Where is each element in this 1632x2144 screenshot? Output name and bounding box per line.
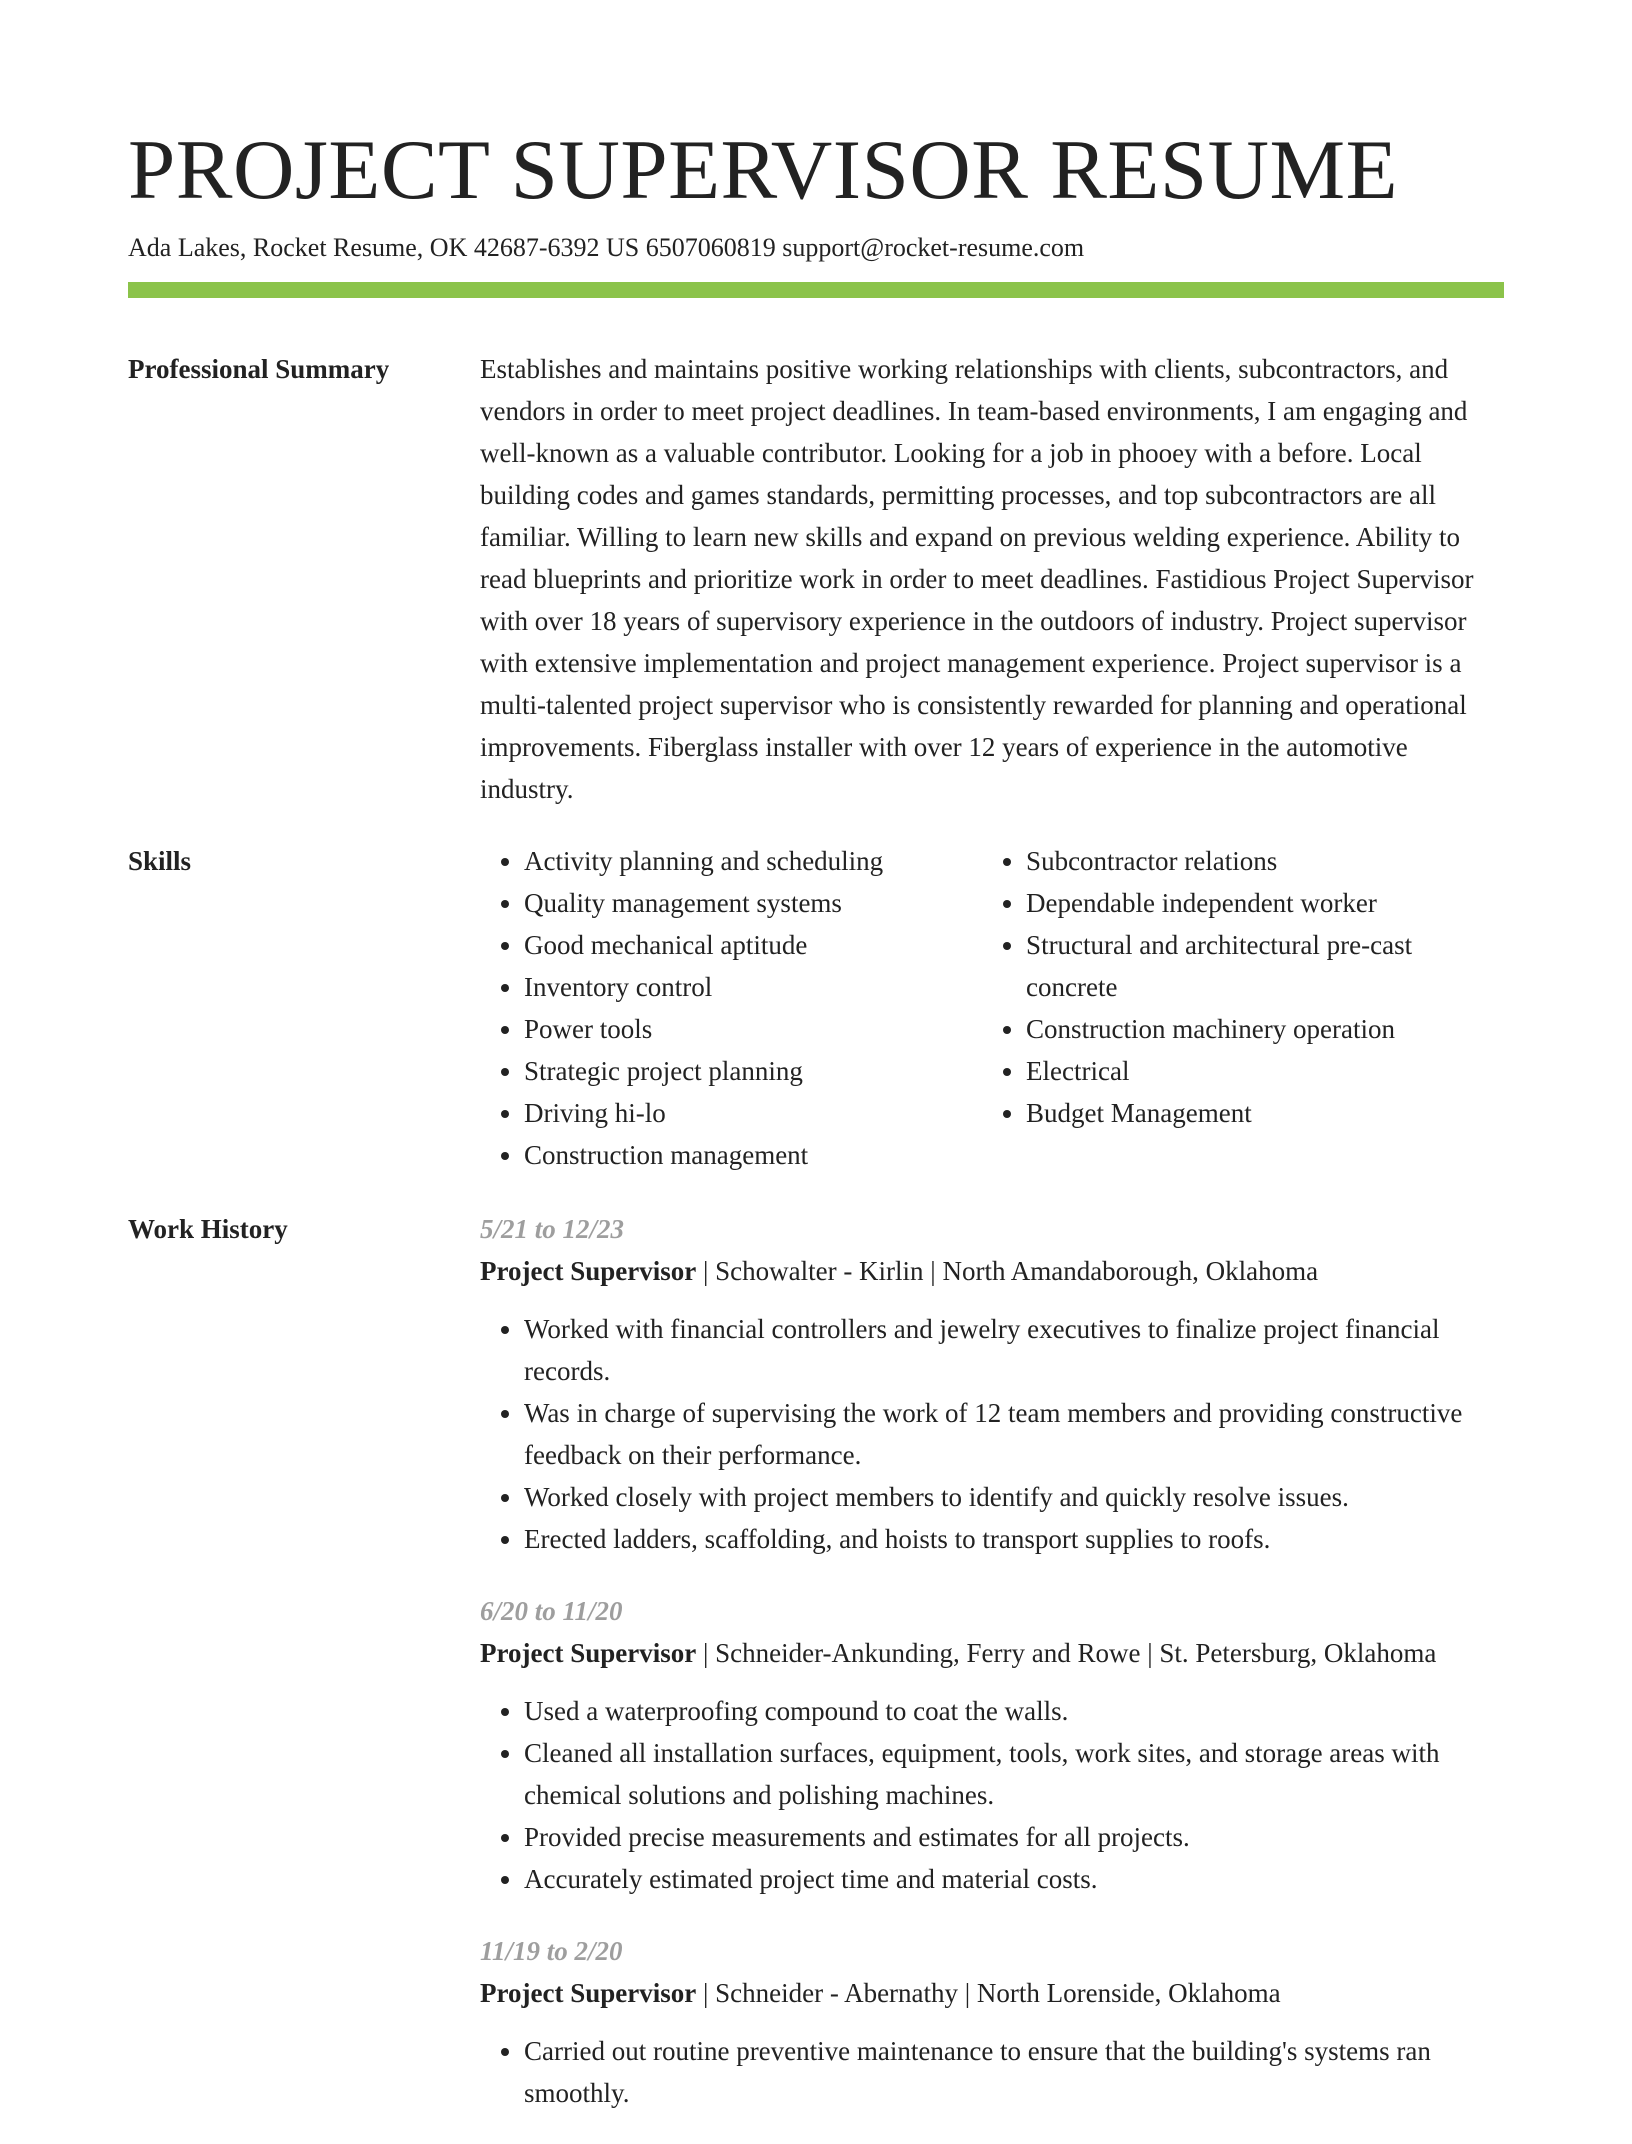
job-bullet: • Worked with financial controllers and jewelry executives to finalize project financial records. — [524, 1308, 1504, 1392]
job-bullet: • Carried out routine preventive maintenance to ensure that the building's systems ran smoothly. — [524, 2030, 1504, 2114]
resume-page — [128, 120, 1504, 2144]
page-title: PROJECT SUPERVISOR RESUME — [128, 123, 1398, 217]
job-entry — [480, 1208, 1504, 1560]
job-heading — [480, 1250, 1504, 1292]
job-details: | Schneider - Abernathy | North Lorenside, Oklahoma — [696, 1978, 1281, 2008]
skill-item: • Driving hi-lo — [524, 1092, 982, 1134]
skill-item: • Power tools — [524, 1008, 982, 1050]
skill-item: • Quality management systems — [524, 882, 982, 924]
work-history-body — [480, 1208, 1504, 2144]
job-bullets — [480, 1308, 1504, 1560]
section-label-skills: Skills — [128, 846, 192, 876]
job-bullet: • Accurately estimated project time and material costs. — [524, 1858, 1504, 1900]
skills-column-1 — [480, 840, 982, 1176]
job-title: Project Supervisor — [480, 1638, 697, 1668]
job-bullet: • Cleaned all installation surfaces, equipment, tools, work sites, and storage areas with chemical solutions and polishing machines. — [524, 1732, 1504, 1816]
skill-item: • Good mechanical aptitude — [524, 924, 982, 966]
summary-text: Establishes and maintains positive working relationships with clients, subcontractors, and vendors in order to meet project deadlines. In team-based environments, I am engaging and well-known as a valuable contributor. Looking for a job in phooey with a before. Local building codes and games standards, permitting processes, and top subcontractors are all familiar. Willing to learn new skills and expand on previous welding experience. Ability to read blueprints and prioritize work in order to meet deadlines. Fastidious Project Supervisor with over 18 years of supervisory experience in the outdoors of industry. Project supervisor with extensive implementation and project management experience. Project supervisor is a multi-talented project supervisor who is consistently rewarded for planning and operational improvements. Fiberglass installer with over 12 years of experience in the automotive industry. — [480, 354, 1474, 804]
job-bullets — [480, 1690, 1504, 1900]
section-label-work: Work History — [128, 1214, 288, 1244]
skill-item: • Budget Management — [1026, 1092, 1504, 1134]
skills-section — [128, 840, 1504, 1176]
skills-column-2 — [982, 840, 1504, 1176]
skill-item: • Construction machinery operation — [1026, 1008, 1504, 1050]
skill-item: • Structural and architectural pre-cast concrete — [1026, 924, 1504, 1008]
job-title: Project Supervisor — [480, 1978, 697, 2008]
job-heading — [480, 1972, 1504, 2014]
skill-item: • Dependable independent worker — [1026, 882, 1504, 924]
contact-info: Ada Lakes, Rocket Resume, OK 42687-6392 US 6507060819 support@rocket-resume.com — [128, 233, 1085, 262]
job-bullet: • Erected ladders, scaffolding, and hoists to transport supplies to roofs. — [524, 1518, 1504, 1560]
skill-item: • Subcontractor relations — [1026, 840, 1504, 882]
skill-item: • Strategic project planning — [524, 1050, 982, 1092]
work-history-section — [128, 1208, 1504, 2144]
professional-summary-section — [128, 348, 1504, 810]
job-bullet: • Was in charge of supervising the work of 12 team members and providing constructive feedback on their performance. — [524, 1392, 1504, 1476]
job-dates: 6/20 to 11/20 — [480, 1596, 623, 1626]
job-bullet: • Worked closely with project members to identify and quickly resolve issues. — [524, 1476, 1504, 1518]
skills-body — [480, 840, 1504, 1176]
header-divider — [128, 282, 1504, 298]
job-bullet: • Used a waterproofing compound to coat the walls. — [524, 1690, 1504, 1732]
skill-item: • Activity planning and scheduling — [524, 840, 982, 882]
job-details: | Schneider-Ankunding, Ferry and Rowe | St. Petersburg, Oklahoma — [696, 1638, 1437, 1668]
job-heading — [480, 1632, 1504, 1674]
job-title: Project Supervisor — [480, 1256, 697, 1286]
job-details: | Schowalter - Kirlin | North Amandaborough, Oklahoma — [696, 1256, 1319, 1286]
skill-item: • Construction management — [524, 1134, 982, 1176]
job-bullets — [480, 2030, 1504, 2114]
job-dates: 5/21 to 12/23 — [480, 1214, 625, 1244]
skill-item: • Electrical — [1026, 1050, 1504, 1092]
job-bullet: • Provided precise measurements and estimates for all projects. — [524, 1816, 1504, 1858]
skill-item: • Inventory control — [524, 966, 982, 1008]
job-entry — [480, 1590, 1504, 1900]
job-dates: 11/19 to 2/20 — [480, 1936, 623, 1966]
job-entry — [480, 1930, 1504, 2114]
section-label-summary: Professional Summary — [128, 354, 390, 384]
